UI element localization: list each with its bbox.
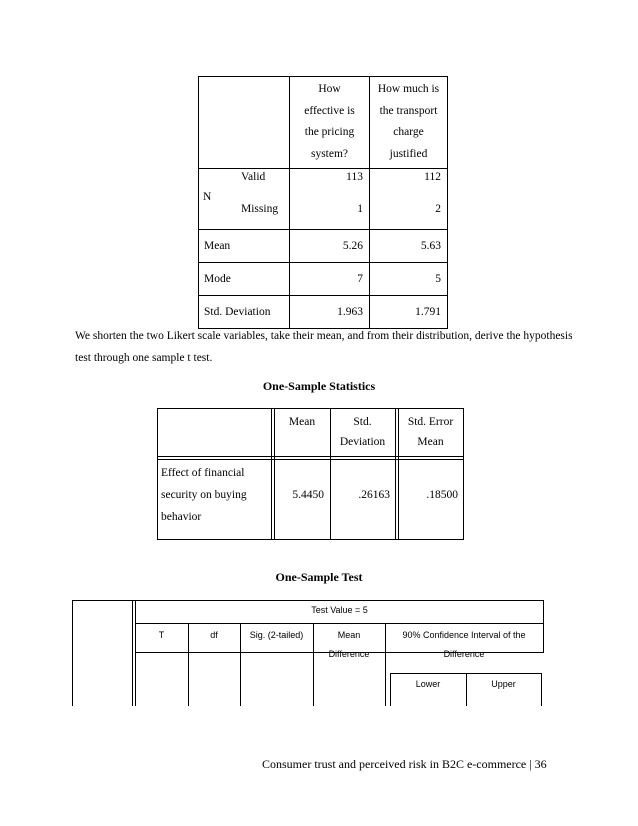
- header-df: df: [210, 630, 218, 640]
- header-mean-diff-line2: Difference: [328, 649, 370, 659]
- descriptive-statistics-table: [198, 76, 448, 329]
- header-ci-line2: Difference: [443, 649, 485, 659]
- header-error-line2: Mean: [417, 436, 444, 448]
- valid-value: 112: [424, 171, 441, 183]
- row-label-line: behavior: [161, 511, 202, 523]
- value-std-error: .18500: [426, 489, 458, 501]
- one-sample-test-title: One-Sample Test: [275, 570, 363, 584]
- cell-value: 1.791: [370, 296, 448, 329]
- cell-value: 5.26: [290, 230, 370, 263]
- left-border: [72, 600, 73, 706]
- one-sample-test-table: [72, 600, 544, 706]
- test-value-label: Test Value = 5: [311, 605, 368, 615]
- one-sample-statistics-table: [157, 408, 464, 540]
- header-line: How: [318, 83, 341, 95]
- cell-value: 1.963: [290, 296, 370, 329]
- header-line: How much is: [377, 83, 440, 95]
- row-label: Std. Deviation: [199, 296, 290, 329]
- one-sample-statistics-title: One-Sample Statistics: [262, 379, 376, 393]
- table1-n-values-transport: [370, 169, 448, 230]
- value-mean: 5.4450: [292, 489, 324, 501]
- table1-n-values-pricing: [290, 169, 370, 230]
- row-label: Mode: [199, 263, 290, 296]
- row-label-line: Effect of financial: [161, 467, 245, 479]
- ci-box-border: [541, 673, 542, 706]
- cell-value: 5.63: [370, 230, 448, 263]
- header-std-line1: Std.: [353, 416, 372, 428]
- missing-label: Missing: [241, 203, 279, 215]
- table1-header-transport: [370, 77, 448, 169]
- table1-row-std-deviation: [199, 296, 448, 329]
- header-error-line1: Std. Error: [407, 416, 454, 428]
- n-label: N: [203, 191, 212, 203]
- header-line: system?: [310, 147, 349, 160]
- table1-header-pricing: [290, 77, 370, 169]
- header-t: T: [158, 630, 165, 640]
- row-label: Mean: [199, 230, 290, 263]
- header-sig: Sig. (2-tailed): [249, 630, 304, 640]
- table1-row-mean: [199, 230, 448, 263]
- test-value-divider: [135, 623, 544, 624]
- header-lower: Lower: [415, 679, 441, 689]
- header-mean: Mean: [288, 416, 316, 428]
- header-line: the pricing: [304, 126, 355, 138]
- header-upper: Upper: [491, 679, 516, 689]
- row-divider: [158, 456, 463, 457]
- header-line: the transport: [379, 104, 438, 117]
- column-divider: [395, 409, 396, 539]
- table1-row-mode: [199, 263, 448, 296]
- value-std-deviation: .26163: [358, 489, 390, 501]
- valid-value: 113: [346, 171, 363, 183]
- body-paragraph: We shorten the two Likert scale variables, take their mean, and from their distribution, derive the hypothesis test through one sample t test.: [75, 330, 573, 364]
- stub-divider: [132, 600, 133, 706]
- header-line: charge: [393, 126, 424, 138]
- missing-value: 2: [435, 203, 441, 215]
- header-line: justified: [389, 147, 428, 160]
- missing-value: 1: [357, 203, 363, 215]
- cell-value: 5: [370, 263, 448, 296]
- column-divider: [271, 409, 272, 539]
- header-mean-diff-line1: Mean: [337, 630, 361, 640]
- table1-corner-cell: [199, 77, 290, 169]
- page-footer: Consumer trust and perceived risk in B2C e-commerce | 36: [262, 757, 547, 771]
- table1-n-label-cell: [199, 169, 290, 230]
- header-std-line2: Deviation: [339, 436, 386, 448]
- valid-label: Valid: [241, 171, 266, 183]
- row-divider: [158, 459, 463, 460]
- row-label-line: security on buying: [161, 489, 247, 501]
- cell-value: 7: [290, 263, 370, 296]
- header-ci-line1: 90% Confidence Interval of the: [402, 630, 526, 640]
- header-line: effective is: [304, 104, 355, 117]
- top-border: [72, 600, 544, 601]
